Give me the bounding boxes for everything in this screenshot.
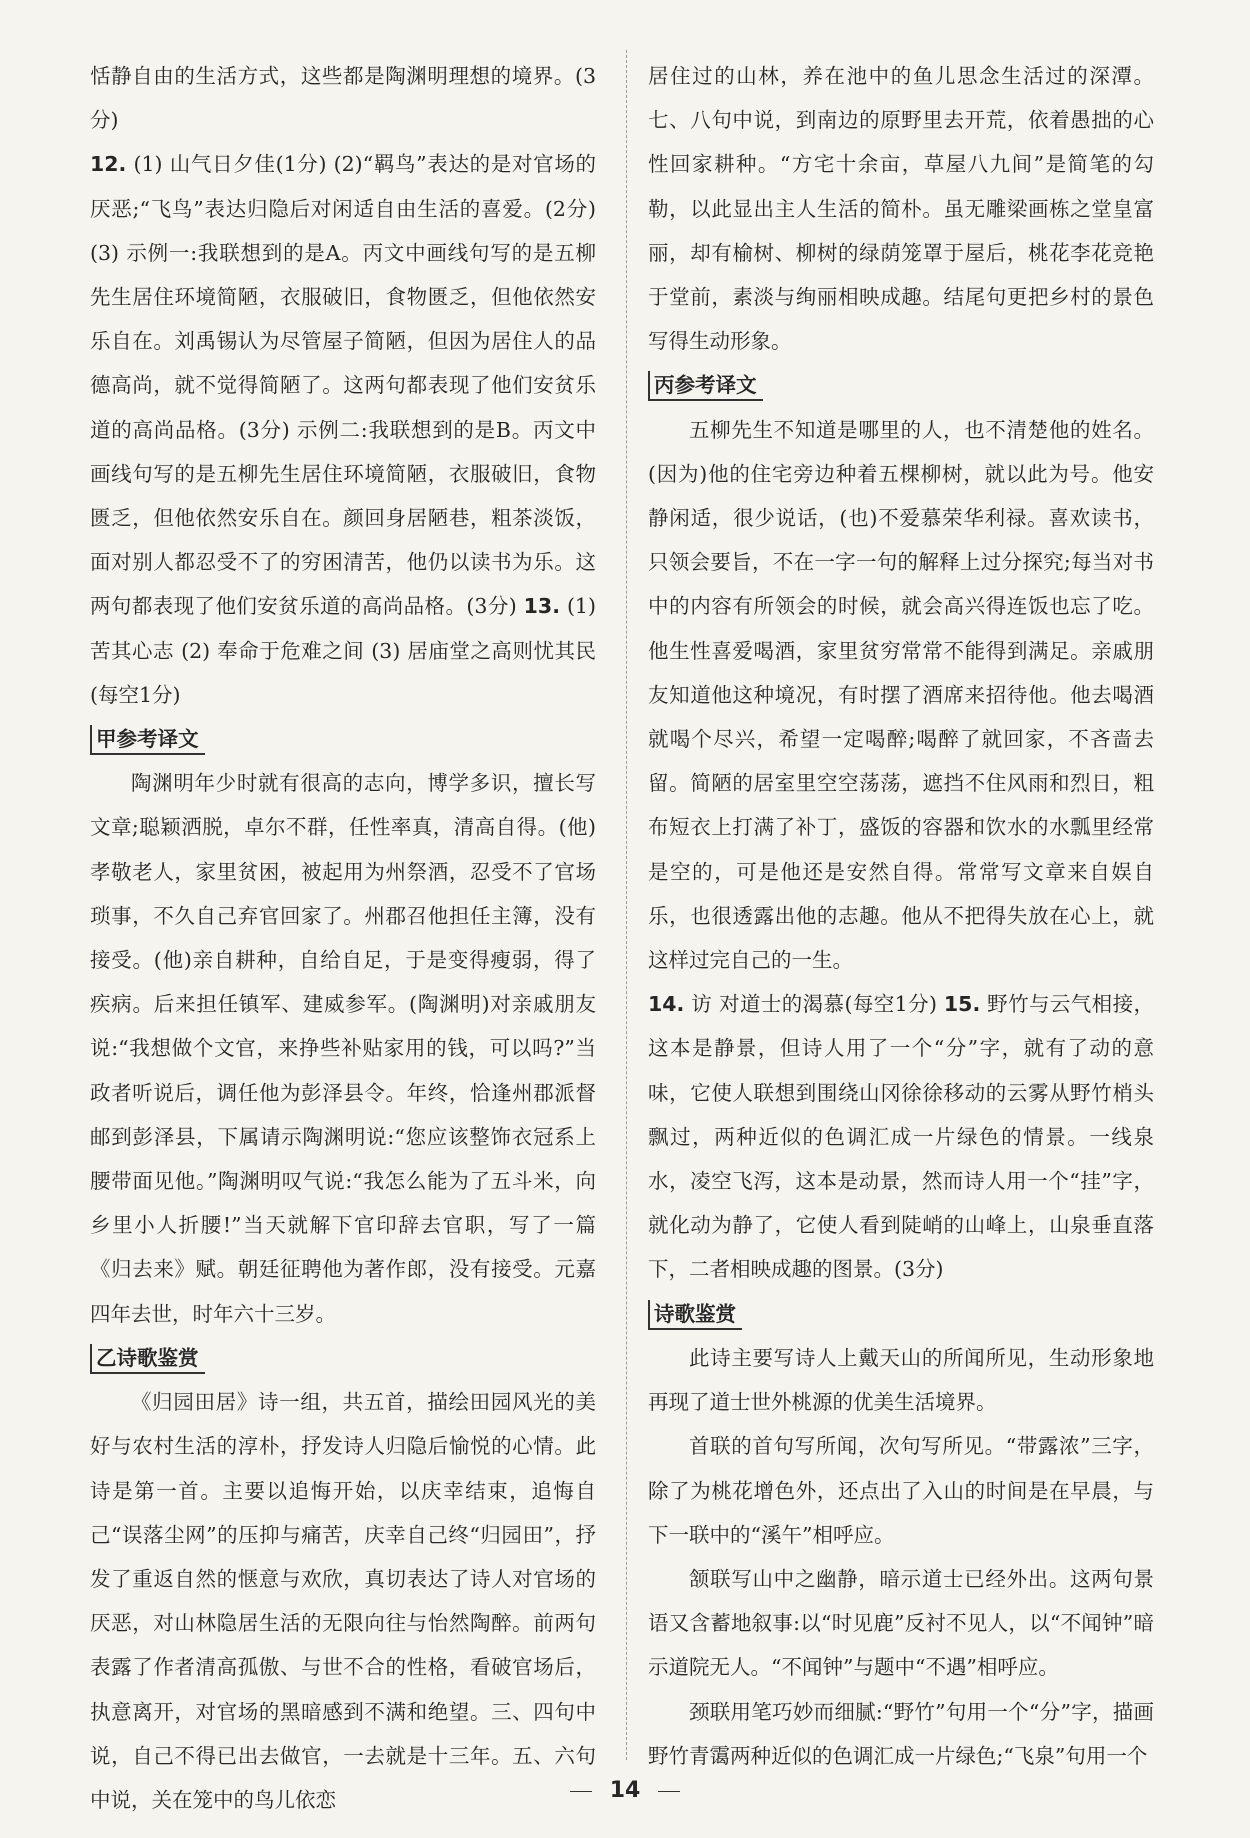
right-column bbox=[648, 54, 1154, 1778]
answer-text: (1) 山气日夕佳(1分) (2)“羁鸟”表达的是对官场的厌恶;“飞鸟”表达归隐后对闲适自由生活的喜爱。(2分) (3) 示例一:我联想到的是A。丙文中画线句写的是五柳先生居住环境简陋，衣服破旧，食物匮乏，但他依然安乐自在。刘禹锡认为尽管屋子简陋，但因为居住人的品德高尚，就不觉得简陋了。这两句都表现了他们安贫乐道的高尚品格。(3分) 示例二:我联想到的是B。丙文中画线句写的是五柳先生居住环境简陋，衣服破旧，食物匮乏，但他依然安乐自在。颜回身居陋巷，粗茶淡饭，面对别人都忍受不了的穷困清苦，他仍以读书为乐。这两句都表现了他们安贫乐道的高尚品格。(3分) bbox=[90, 152, 596, 619]
question-number: 12. bbox=[90, 152, 127, 177]
left-column bbox=[90, 54, 596, 1822]
answer-14-15 bbox=[648, 982, 1154, 1291]
section-title: 丙参考译文 bbox=[648, 371, 763, 401]
column-divider bbox=[626, 50, 627, 1760]
question-number: 15. bbox=[943, 992, 981, 1017]
question-number: 13. bbox=[523, 594, 560, 619]
footer-dash bbox=[570, 1791, 592, 1792]
poem-appreciation-paragraph: 首联的首句写所闻，次句写所见。“带露浓”三字，除了为桃花增色外，还点出了入山的时间是在早晨，与下一联中的“溪午”相呼应。 bbox=[648, 1434, 1154, 1547]
poem-appreciation-paragraph: 颈联用笔巧妙而细腻:“野竹”句用一个“分”字，描画野竹青霭两种近似的色调汇成一片绿色;“飞泉”句用一个 bbox=[648, 1699, 1154, 1768]
section-heading-poem bbox=[648, 1292, 1154, 1336]
question-number: 14. bbox=[648, 992, 685, 1017]
section-title: 诗歌鉴赏 bbox=[648, 1300, 742, 1330]
page-footer bbox=[0, 1778, 1250, 1803]
section-heading-jia bbox=[90, 717, 596, 761]
footer-dash bbox=[658, 1791, 680, 1792]
answer-12 bbox=[90, 142, 596, 717]
translation-jia: 陶渊明年少时就有很高的志向，博学多识，擅长写文章;聪颖洒脱，卓尔不群，任性率真，清高自得。(他)孝敬老人，家里贫困，被起用为州祭酒，忍受不了官场琐事，不久自己弃官回家了。州郡召他担任主簿，没有接受。(他)亲自耕种，自给自足，于是变得瘦弱，得了疾病。后来担任镇军、建威参军。(陶渊明)对亲戚朋友说:“我想做个文官，来挣些补贴家用的钱，可以吗?”当政者听说后，调任他为彭泽县令。年终，恰逢州郡派督邮到彭泽县，下属请示陶渊明说:“您应该整饰衣冠系上腰带面见他。”陶渊明叹气说:“我怎么能为了五斗米，向乡里小人折腰!”当天就解下官印辞去官职，写了一篇《归去来》赋。朝廷征聘他为著作郎，没有接受。元嘉四年去世，时年六十三岁。 bbox=[90, 771, 596, 1326]
poem-appreciation-paragraph: 颔联写山中之幽静，暗示道士已经外出。这两句景语又含蓄地叙事:以“时见鹿”反衬不见人，以“不闻钟”暗示道院无人。“不闻钟”与题中“不遇”相呼应。 bbox=[648, 1566, 1154, 1680]
page-number: 14 bbox=[609, 1778, 641, 1803]
section-heading-bing bbox=[648, 363, 1154, 407]
section-heading-yi bbox=[90, 1336, 596, 1380]
section-title: 甲参考译文 bbox=[90, 725, 205, 755]
answer-text: 野竹与云气相接，这本是静景，但诗人用了一个“分”字，就有了动的意味，它使人联想到围绕山冈徐徐移动的云雾从野竹梢头飘过，两种近似的色调汇成一片绿色的情景。一线泉水，凌空飞泻，这本是动景，然而诗人用一个“挂”字，就化动为静了，它使人看到陡峭的山峰上，山泉垂直落下，二者相映成趣的图景。(3分) bbox=[648, 992, 1154, 1282]
answer-text: 访 对道士的渴慕(每空1分) bbox=[691, 992, 937, 1017]
appreciation-yi: 《归园田居》诗一组，共五首，描绘田园风光的美好与农村生活的淳朴，抒发诗人归隐后愉悦的心情。此诗是第一首。主要以追悔开始，以庆幸结束，追悔自己“误落尘网”的压抑与痛苦，庆幸自己终“归园田”，抒发了重返自然的惬意与欢欣，真切表达了诗人对官场的厌恶，对山林隐居生活的无限向往与怡然陶醉。前两句表露了作者清高孤傲、与世不合的性格，看破官场后，执意离开，对官场的黑暗感到不满和绝望。三、四句中说，自己不得已出去做官，一去就是十三年。五、六句中说，关在笼中的鸟儿依恋 bbox=[90, 1390, 596, 1812]
section-title: 乙诗歌鉴赏 bbox=[90, 1344, 205, 1374]
answer-paragraph: 恬静自由的生活方式，这些都是陶渊明理想的境界。(3分) bbox=[90, 64, 596, 133]
translation-bing: 五柳先生不知道是哪里的人，也不清楚他的姓名。(因为)他的住宅旁边种着五棵柳树，就以此为号。他安静闲适，很少说话，(也)不爱慕荣华利禄。喜欢读书，只领会要旨，不在一字一句的解释上过分探究;每当对书中的内容有所领会的时候，就会高兴得连饭也忘了吃。他生性喜爱喝酒，家里贫穷常常不能得到满足。亲戚朋友知道他这种境况，有时摆了酒席来招待他。他去喝酒就喝个尽兴，希望一定喝醉;喝醉了就回家，不吝啬去留。简陋的居室里空空荡荡，遮挡不住风雨和烈日，粗布短衣上打满了补丁，盛饭的容器和饮水的水瓢里经常是空的，可是他还是安然自得。常常写文章来自娱自乐，也很透露出他的志趣。他从不把得失放在心上，就这样过完自己的一生。 bbox=[648, 417, 1154, 973]
poem-appreciation-paragraph: 此诗主要写诗人上戴天山的所闻所见，生动形象地再现了道士世外桃源的优美生活境界。 bbox=[648, 1345, 1154, 1415]
answer-text: (1) 苦其心志 (2) 奉命于危难之间 (3) 居庙堂之高则忧其民(每空1分) bbox=[90, 594, 596, 707]
appreciation-yi-continued: 居住过的山林，养在池中的鱼儿思念生活过的深潭。七、八句中说，到南边的原野里去开荒，依着愚拙的心性回家耕种。“方宅十余亩，草屋八九间”是简笔的勾勒，以此显出主人生活的简朴。虽无雕梁画栋之堂皇富丽，却有榆树、柳树的绿荫笼罩于屋后，桃花李花竞艳于堂前，素淡与绚丽相映成趣。结尾句更把乡村的景色写得生动形象。 bbox=[648, 64, 1154, 354]
